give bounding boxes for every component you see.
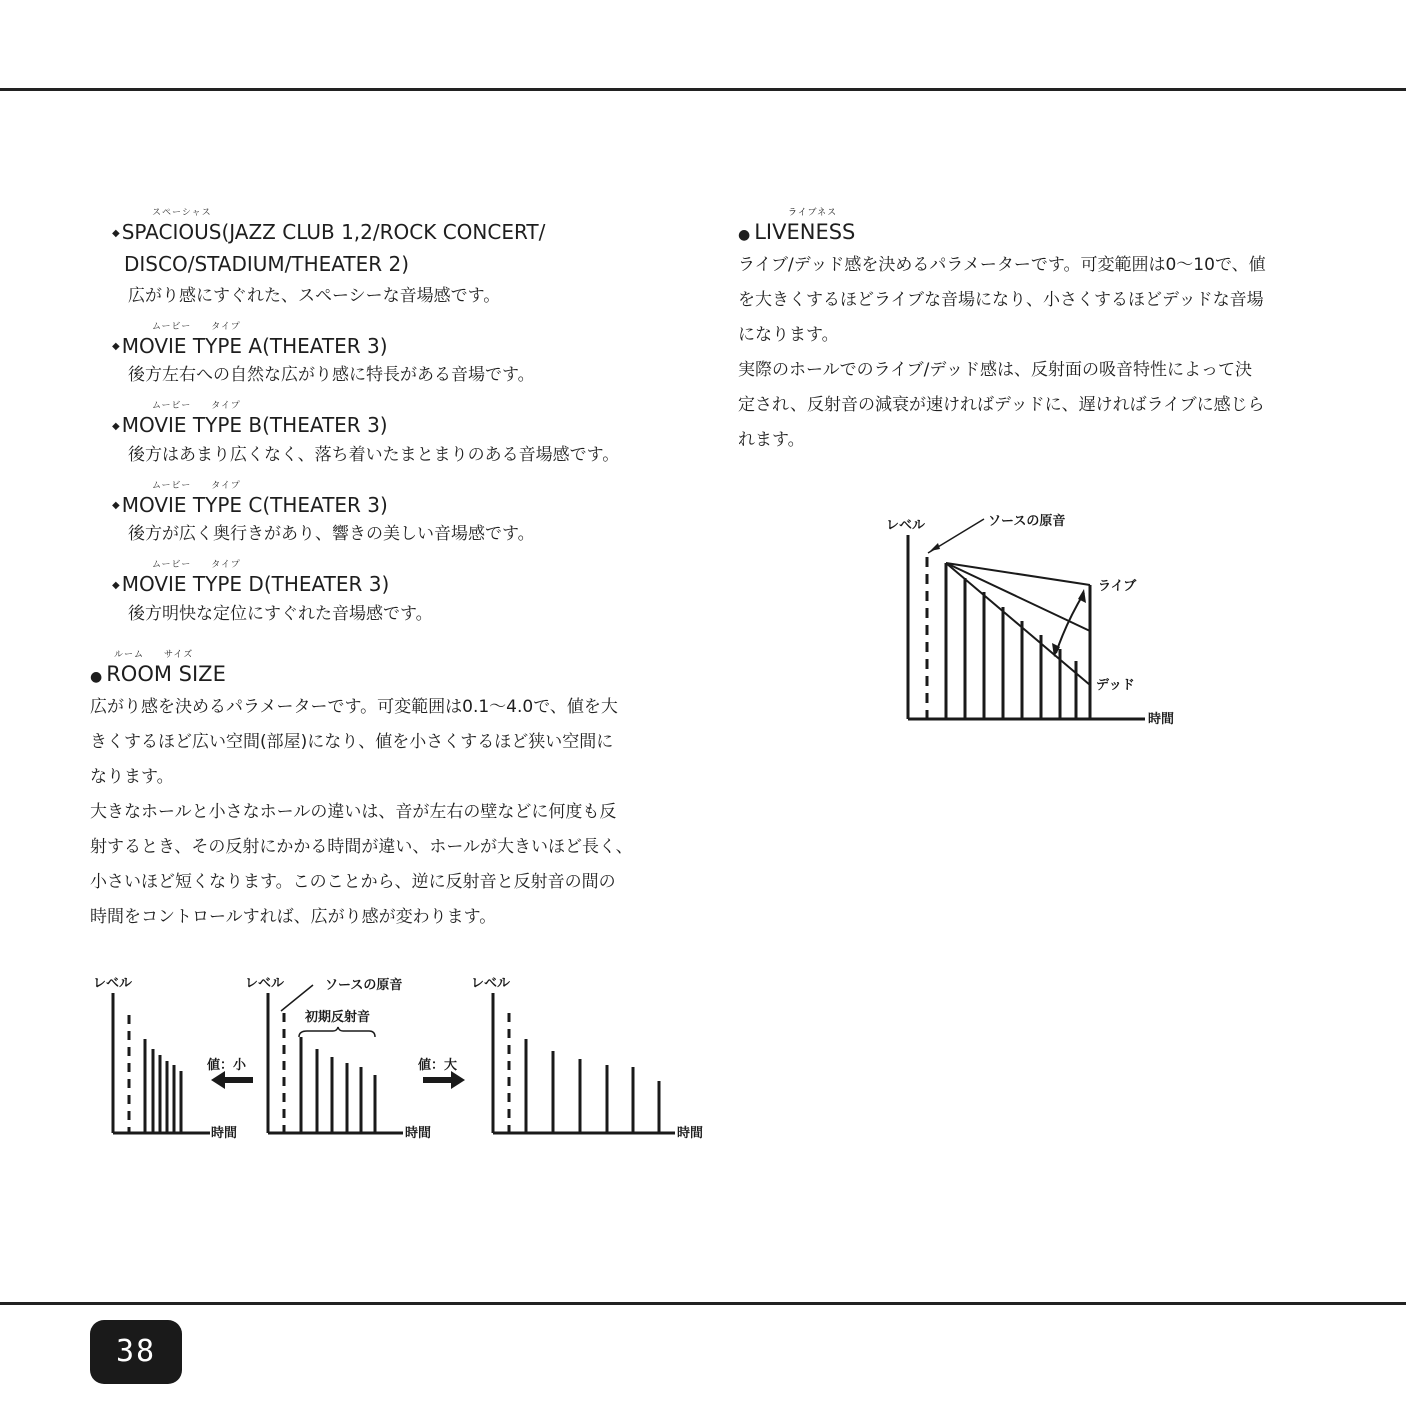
mode-title-continued: DISCO/STADIUM/THEATER 2) (124, 251, 410, 276)
mode-title: ◆ MOVIE TYPE D(THEATER 3) (112, 572, 390, 596)
live-dead-arc (1056, 593, 1084, 653)
mode-movie-d (90, 557, 690, 629)
liveness-title: ● LIVENESS (738, 220, 856, 244)
mode-ruby: ムービー タイプ (152, 480, 241, 491)
source-label: ソースの原音 (325, 978, 403, 993)
diamond-bullet-icon: ◆ (112, 500, 120, 511)
room-size-diagram (85, 965, 725, 1150)
mode-description: 後方が広く奥行きがあり、響きの美しい音場感です。 (128, 524, 535, 544)
dead-label: デッド (1096, 678, 1135, 693)
mode-ruby: ムービー タイプ (152, 401, 241, 411)
level-label: レベル (471, 976, 511, 991)
value-small-label: 値：小 (207, 1058, 247, 1073)
time-label: 時間 (1148, 712, 1175, 727)
top-rule (0, 88, 1406, 91)
arrow-left-icon (211, 1071, 253, 1089)
mode-description: 後方左右への自然な広がり感に特長がある音場です。 (128, 365, 535, 385)
time-label: 時間 (677, 1126, 704, 1141)
room-size-line: なります。 (90, 766, 174, 787)
mode-ruby: ムービー タイプ (152, 560, 241, 570)
source-arrowhead-icon (930, 543, 940, 551)
liveness-line: 実際のホールでのライブ/デッド感は、反射面の吸音特性によって決 (738, 360, 1253, 380)
liveness-diagram (880, 505, 1200, 740)
diamond-bullet-icon: ◆ (112, 420, 120, 432)
level-label: レベル (886, 518, 926, 533)
mode-spacious (90, 205, 690, 311)
liveness-line: 定され、反射音の減衰が速ければデッドに、遅ければライブに感じら (738, 395, 1265, 415)
room-size-line: 時間をコントロールすれば、広がり感が変わります。 (90, 906, 497, 927)
mode-title: ◆ MOVIE TYPE B(THEATER 3) (112, 413, 388, 437)
room-size-line: きくするほど広い空間(部屋)になり、値を小さくするほど狭い空間に (90, 731, 614, 752)
room-size-line: 射するとき、その反射にかかる時間が違い、ホールが大きいほど長く、 (90, 836, 633, 857)
mode-ruby: ムービー タイプ (152, 321, 241, 332)
level-label: レベル (245, 976, 285, 991)
mode-description: 広がり感にすぐれた、スペーシーな音場感です。 (128, 285, 501, 306)
early-reflection-brace (299, 1027, 375, 1037)
mode-title: ◆ MOVIE TYPE A(THEATER 3) (112, 333, 388, 358)
time-label: 時間 (405, 1126, 432, 1141)
room-size-title: ● ROOM SIZE (90, 661, 226, 686)
source-label: ソースの原音 (988, 514, 1066, 529)
level-label: レベル (93, 976, 133, 991)
room-size-heading (90, 647, 690, 690)
page-number-badge: 38 (90, 1320, 182, 1384)
room-size-body (90, 690, 690, 935)
diamond-bullet-icon: ◆ (112, 579, 120, 591)
source-pointer-line (281, 985, 313, 1011)
room-size-line: 広がり感を決めるパラメーターです。可変範囲は0.1～4.0で、値を大 (90, 696, 618, 717)
dot-bullet-icon: ● (90, 668, 103, 685)
live-label: ライブ (1098, 579, 1137, 594)
room-size-ruby: ルーム サイズ (114, 649, 194, 660)
bottom-rule (0, 1302, 1406, 1305)
value-large-label: 値：大 (418, 1058, 458, 1073)
mode-movie-c (90, 478, 690, 550)
diamond-bullet-icon: ◆ (112, 227, 120, 239)
liveness-heading (738, 205, 1328, 248)
room-size-line: 大きなホールと小さなホールの違いは、音が左右の壁などに何度も反 (90, 801, 617, 822)
mode-ruby: スペーシャス (152, 208, 212, 218)
right-column (738, 205, 1328, 458)
liveness-line: になります。 (738, 325, 839, 345)
arrow-right-icon (423, 1071, 465, 1089)
left-column (90, 205, 690, 935)
diamond-bullet-icon: ◆ (112, 341, 120, 352)
mode-title: ◆ SPACIOUS(JAZZ CLUB 1,2/ROCK CONCERT/ (112, 220, 546, 244)
liveness-line: を大きくするほどライブな音場になり、小さくするほどデッドな音場 (738, 290, 1264, 310)
dot-bullet-icon: ● (738, 227, 751, 243)
mode-movie-a (90, 319, 690, 391)
early-reflection-label: 初期反射音 (305, 1010, 371, 1025)
mode-description: 後方明快な定位にすぐれた音場感です。 (128, 603, 433, 624)
mode-description: 後方はあまり広くなく、落ち着いたまとまりのある音場感です。 (128, 444, 620, 465)
room-size-line: 小さいほど短くなります。このことから、逆に反射音と反射音の間の (90, 871, 616, 892)
time-label: 時間 (211, 1126, 238, 1141)
liveness-body (738, 248, 1328, 458)
liveness-line: ライブ/デッド感を決めるパラメーターです。可変範囲は0～10で、値 (738, 255, 1266, 275)
mode-movie-b (90, 398, 690, 470)
liveness-ruby: ライブネス (788, 208, 838, 218)
mode-title: ◆ MOVIE TYPE C(THEATER 3) (112, 492, 388, 517)
liveness-line: れます。 (738, 430, 805, 450)
